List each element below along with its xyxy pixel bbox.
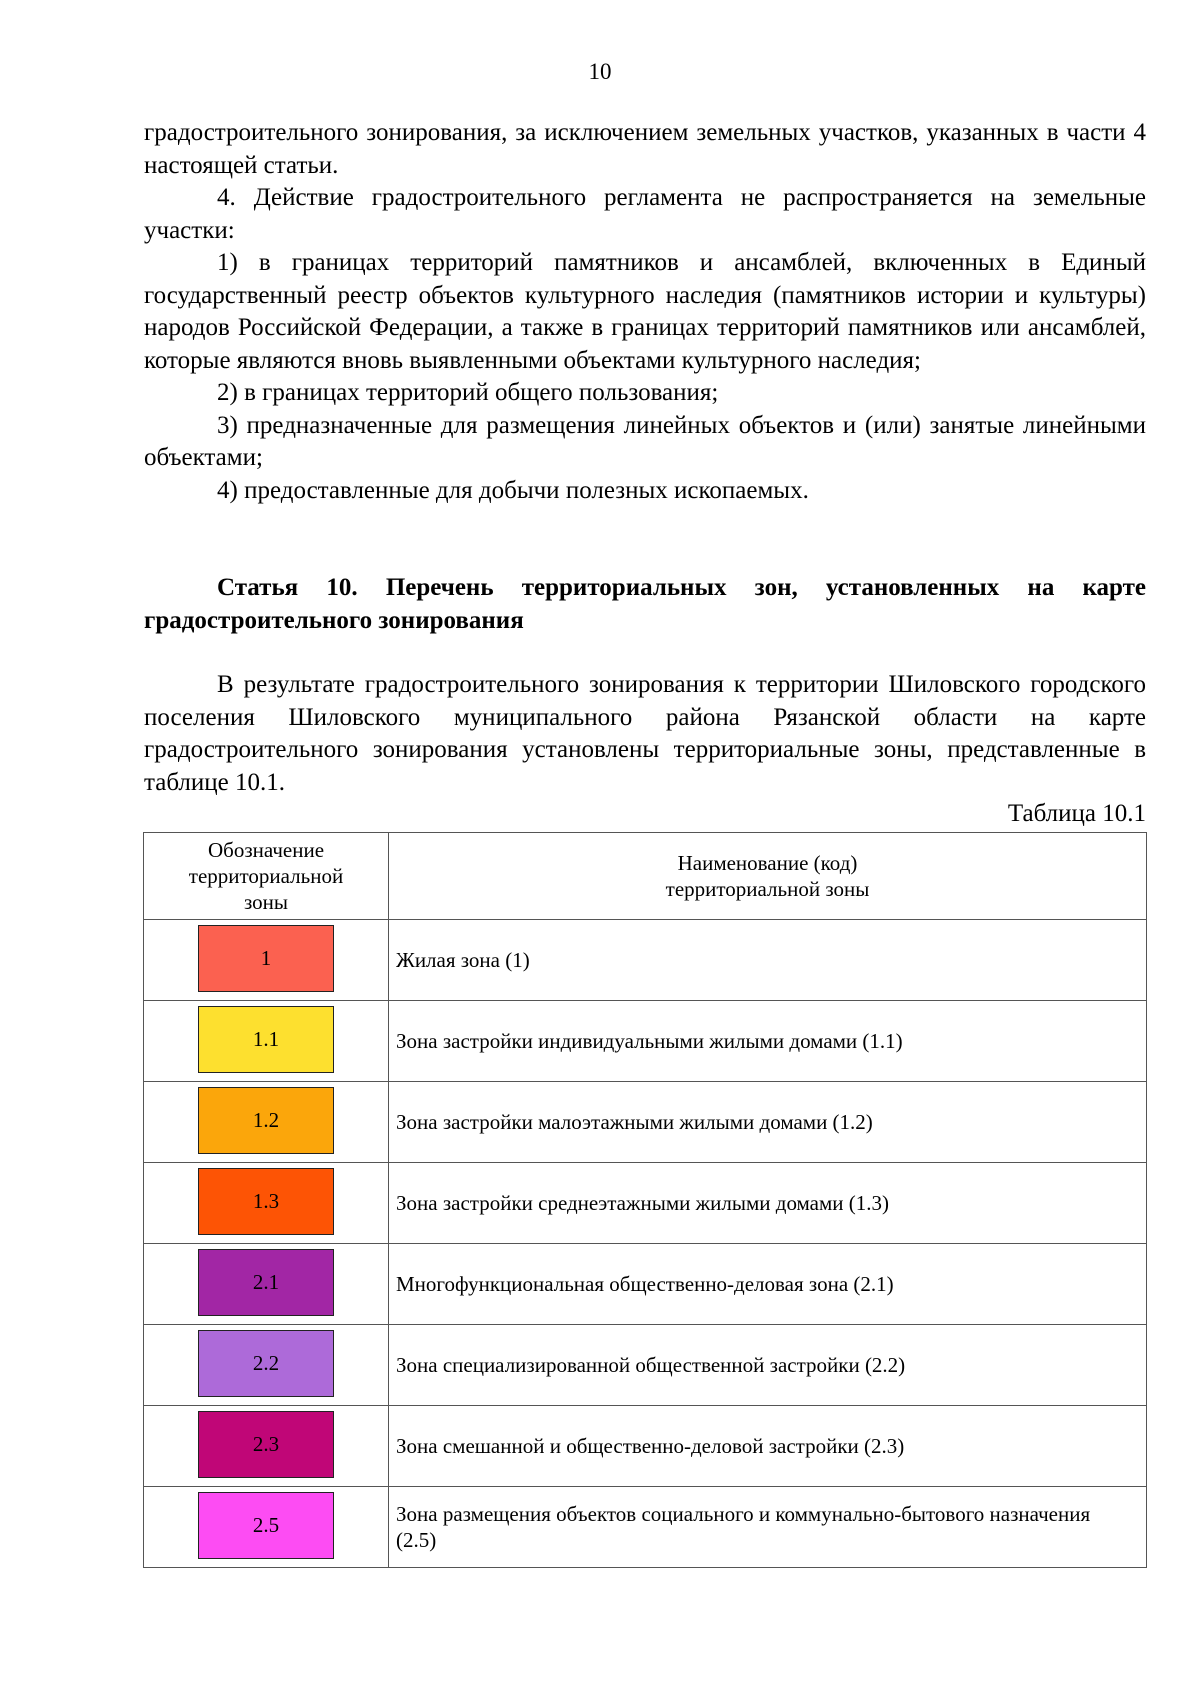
zone-color-swatch: 1.3 xyxy=(198,1168,334,1235)
header-code xyxy=(144,833,389,920)
table-row xyxy=(144,1406,1147,1487)
zone-color-swatch: 1 xyxy=(198,925,334,992)
table-row xyxy=(144,920,1147,1001)
zone-color-swatch: 1.1 xyxy=(198,1006,334,1073)
zone-name: Многофункциональная общественно-деловая зона (2.1) xyxy=(389,1244,1147,1325)
zone-name: Жилая зона (1) xyxy=(389,920,1147,1001)
paragraph: градостроительного зонирования, за исключением земельных участков, указанных в части 4 настоящей статьи. xyxy=(144,119,1146,179)
zone-color-swatch: 1.2 xyxy=(198,1087,334,1154)
list-item: 1) в границах территорий памятников и ансамблей, включенных в Единый государственный реестр объектов культурного наследия (памятников истории и культуры) народов Российской Федерации, а также в границах территорий памятников или ансамблей, которые являются вновь выявленными объектами культурного наследия; xyxy=(144,249,1146,374)
zones-table xyxy=(143,832,1147,1568)
zone-swatch-cell xyxy=(144,1163,389,1244)
zone-swatch-cell xyxy=(144,1487,389,1568)
paragraph: 4. Действие градостроительного регламента не распространяется на земельные участки: xyxy=(144,184,1146,244)
header-name-line1: Наименование (код) xyxy=(677,851,858,875)
table-header-row xyxy=(144,833,1147,920)
header-code-text: Обозначение территориальной зоны xyxy=(188,838,344,914)
zone-name: Зона застройки малоэтажными жилыми домами (1.2) xyxy=(389,1082,1147,1163)
zone-name: Зона смешанной и общественно-деловой застройки (2.3) xyxy=(389,1406,1147,1487)
table-row xyxy=(144,1244,1147,1325)
page-number: 10 xyxy=(588,59,612,84)
table-row xyxy=(144,1325,1147,1406)
zone-color-swatch: 2.2 xyxy=(198,1330,334,1397)
table-row xyxy=(144,1001,1147,1082)
zone-color-swatch: 2.3 xyxy=(198,1411,334,1478)
table-row xyxy=(144,1163,1147,1244)
article-intro: В результате градостроительного зонирования к территории Шиловского городского поселения Шиловского муниципального района Рязанской области на карте градостроительного зонирования установлены территориальные зоны, представленные в таблице 10.1. xyxy=(144,671,1146,796)
zone-name: Зона застройки среднеэтажными жилыми домами (1.3) xyxy=(389,1163,1147,1244)
article-9-continuation xyxy=(144,117,1146,507)
zone-color-swatch: 2.1 xyxy=(198,1249,334,1316)
zone-swatch-cell xyxy=(144,1325,389,1406)
zone-name: Зона застройки индивидуальными жилыми домами (1.1) xyxy=(389,1001,1147,1082)
list-item: 2) в границах территорий общего пользования; xyxy=(217,379,719,406)
article-intro-block xyxy=(144,669,1146,799)
article-heading: Статья 10. Перечень территориальных зон, установленных на карте градостроительного зонирования xyxy=(144,574,1146,634)
zone-swatch-cell xyxy=(144,920,389,1001)
header-name xyxy=(389,833,1147,920)
list-item: 3) предназначенные для размещения линейных объектов и (или) занятые линейными объектами; xyxy=(144,411,1146,471)
zone-swatch-cell xyxy=(144,1001,389,1082)
list-item: 4) предоставленные для добычи полезных ископаемых. xyxy=(217,476,809,504)
zone-swatch-cell xyxy=(144,1244,389,1325)
article-heading-block xyxy=(144,572,1146,637)
table-row xyxy=(144,1082,1147,1163)
zone-swatch-cell xyxy=(144,1406,389,1487)
zone-name: Зона размещения объектов социального и коммунально-бытового назначения (2.5) xyxy=(389,1487,1147,1568)
header-name-line2: территориальной зоны xyxy=(665,877,870,901)
zone-color-swatch: 2.5 xyxy=(198,1492,334,1559)
zone-swatch-cell xyxy=(144,1082,389,1163)
zone-name: Зона специализированной общественной застройки (2.2) xyxy=(389,1325,1147,1406)
table-row xyxy=(144,1487,1147,1568)
table-caption: Таблица 10.1 xyxy=(1007,800,1146,827)
